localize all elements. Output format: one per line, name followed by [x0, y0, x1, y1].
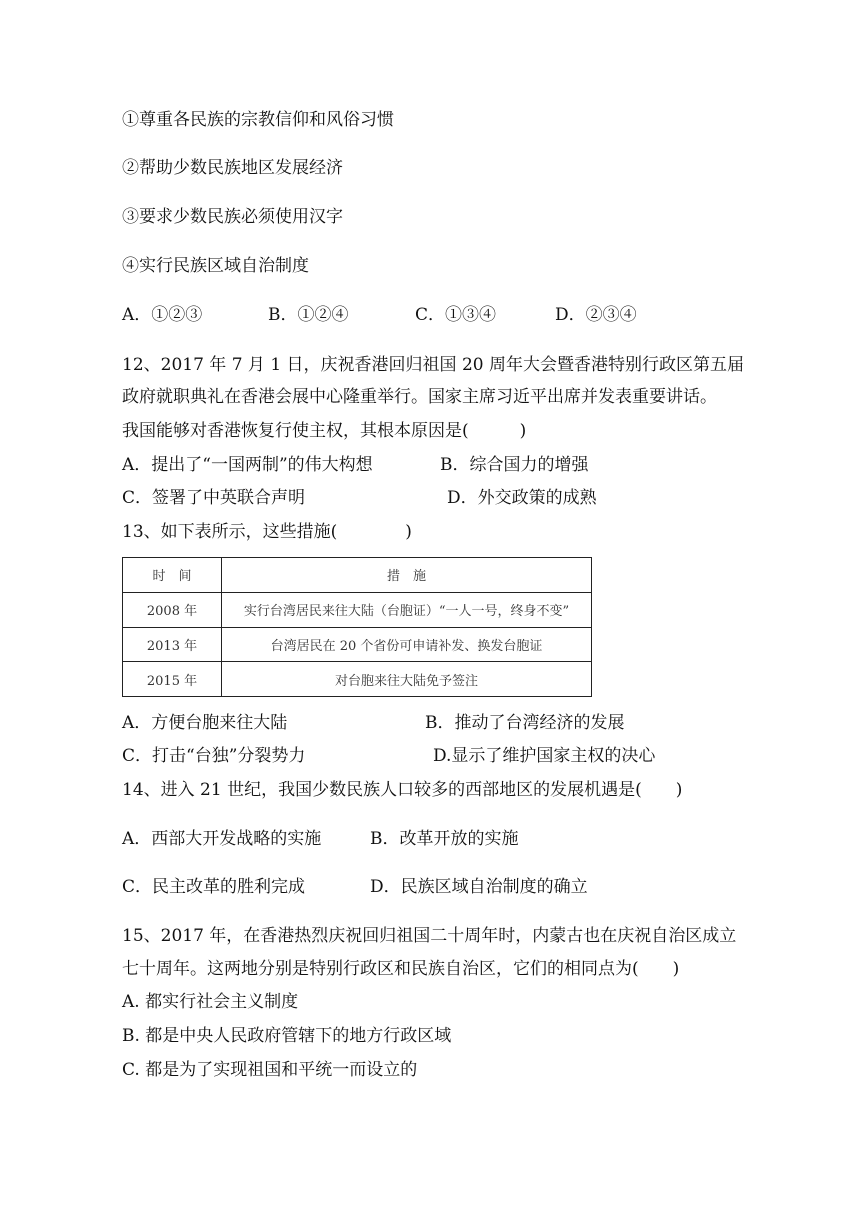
- q15-stem-line-1: 15、2017 年，在香港热烈庆祝回归祖国二十周年时，内蒙古也在庆祝自治区成立: [122, 926, 737, 946]
- q15-option-c: C. 都是为了实现祖国和平统一而设立的: [122, 1060, 418, 1080]
- table-header-row: [123, 558, 592, 593]
- q14-option-b: B．改革开放的实施: [370, 829, 519, 849]
- q15-option-a: A. 都实行社会主义制度: [122, 992, 299, 1012]
- row-measure: 实行台湾居民来往大陆（台胞证）“一人一号，终身不变”: [222, 592, 592, 627]
- q11-option-d: D．②③④: [555, 305, 637, 325]
- q15-stem-line-2: 七十周年。这两地分别是特别行政区和民族自治区，它们的相同点为( ): [122, 959, 680, 979]
- q15-option-b: B. 都是中央人民政府管辖下的地方行政区域: [122, 1026, 452, 1046]
- q12-option-a: A．提出了“一国两制”的伟大构想: [122, 455, 373, 475]
- q12-option-b: B．综合国力的增强: [440, 455, 589, 475]
- q11-option-a: A．①②③: [122, 305, 203, 325]
- q12-stem-line-2: 政府就职典礼在香港会展中心隆重举行。国家主席习近平出席并发表重要讲话。: [122, 387, 717, 407]
- q14-stem: 14、进入 21 世纪，我国少数民族人口较多的西部地区的发展机遇是( ): [122, 780, 683, 800]
- q13-option-b: B．推动了台湾经济的发展: [425, 713, 625, 733]
- q12-option-d: D．外交政策的成熟: [447, 488, 597, 508]
- table-row: [123, 627, 592, 662]
- q11-item-3: ③要求少数民族必须使用汉字: [122, 207, 343, 227]
- q11-option-b: B．①②④: [268, 305, 349, 325]
- row-year: 2015 年: [123, 662, 222, 697]
- measures-table: [122, 557, 592, 697]
- q12-option-c: C．签署了中英联合声明: [122, 488, 306, 508]
- q13-option-c: C．打击“台独”分裂势力: [122, 746, 306, 766]
- q13-option-a: A．方便台胞来往大陆: [122, 713, 288, 733]
- row-measure: 台湾居民在 20 个省份可申请补发、换发台胞证: [222, 627, 592, 662]
- header-time: 时 间: [123, 558, 222, 593]
- table-row: [123, 662, 592, 697]
- q11-item-4: ④实行民族区域自治制度: [122, 256, 309, 276]
- q12-stem-line-3: 我国能够对香港恢复行使主权，其根本原因是( ): [122, 421, 527, 441]
- q14-option-d: D．民族区域自治制度的确立: [370, 877, 588, 897]
- q14-option-c: C．民主改革的胜利完成: [122, 877, 306, 897]
- table-row: [123, 592, 592, 627]
- q14-option-a: A．西部大开发战略的实施: [122, 829, 322, 849]
- row-year: 2008 年: [123, 592, 222, 627]
- q11-item-2: ②帮助少数民族地区发展经济: [122, 158, 343, 178]
- q11-item-1: ①尊重各民族的宗教信仰和风俗习惯: [122, 110, 394, 130]
- q13-stem: 13、如下表所示，这些措施( ): [122, 522, 412, 542]
- q12-stem-line-1: 12、2017 年 7 月 1 日，庆祝香港回归祖国 20 周年大会暨香港特别行政区第五届: [122, 355, 744, 375]
- row-year: 2013 年: [123, 627, 222, 662]
- header-measure: 措 施: [222, 558, 592, 593]
- q11-option-c: C．①③④: [415, 305, 497, 325]
- q13-option-d: D.显示了维护国家主权的决心: [433, 746, 656, 766]
- row-measure: 对台胞来往大陆免予签注: [222, 662, 592, 697]
